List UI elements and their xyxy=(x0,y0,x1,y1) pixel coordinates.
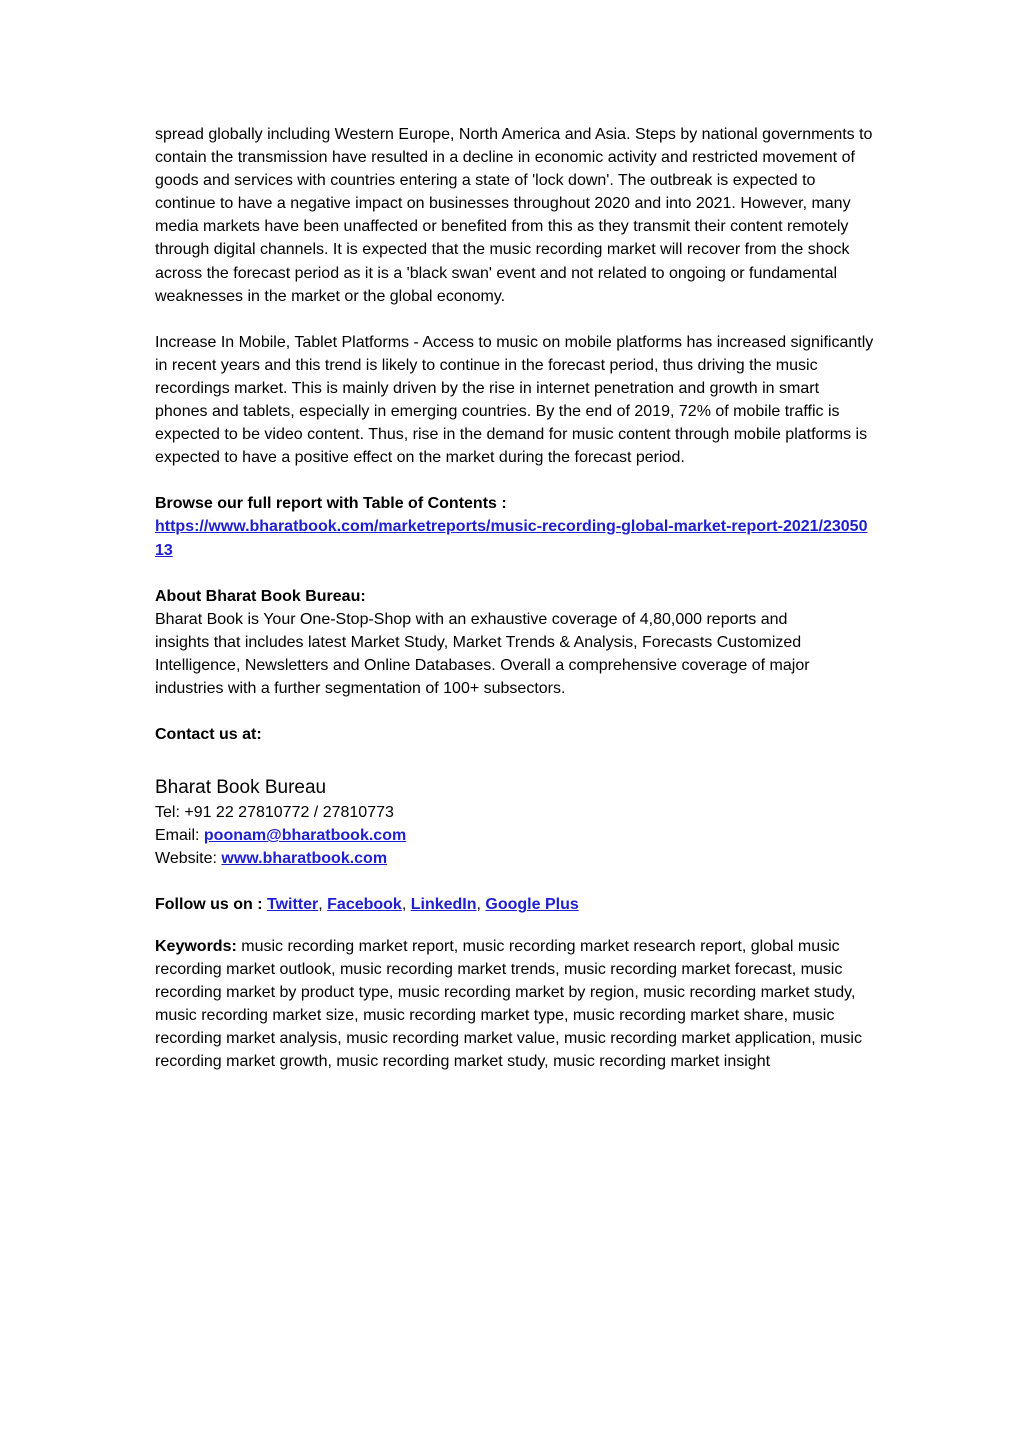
document-page xyxy=(155,123,875,1073)
about-heading: About Bharat Book Bureau: xyxy=(155,587,366,605)
covid-paragraph: spread globally including Western Europe, North America and Asia. Steps by national governments to contain the transmission have resulted in a decline in economic activity and restricted movement of goods and services with countries entering a state of 'lock down'. The outbreak is expected to continue to have a negative impact on businesses throughout 2020 and into 2021. However, many media markets have been unaffected or benefited from this as they transmit their content remotely through digital channels. It is expected that the music recording market will recover from the shock across the forecast period as it is a 'black swan' event and not related to ongoing or fundamental weaknesses in the market or the global economy. xyxy=(155,126,873,305)
separator: , xyxy=(401,896,411,914)
website-link[interactable]: www.bharatbook.com xyxy=(221,850,388,868)
spacer xyxy=(155,870,875,893)
mobile-paragraph: Increase In Mobile, Tablet Platforms - Access to music on mobile platforms has increased significantly in recent years and this trend is likely to continue in the forecast period, thus driving the music recordings market. This is mainly driven by the rise in internet penetration and growth in smart phones and tablets, especially in emerging countries. By the end of 2019, 72% of mobile traffic is expected to be video content. Thus, rise in the demand for music content through mobile platforms is expected to have a positive effect on the market during the forecast period. xyxy=(155,333,874,467)
email-link[interactable]: poonam@bharatbook.com xyxy=(203,827,407,845)
report-link[interactable]: https://www.bharatbook.com/marketreports/music-recording-global-market-report-2021/2305013 xyxy=(155,518,868,559)
email-label: Email: xyxy=(155,827,204,845)
separator: , xyxy=(318,896,328,914)
spacer xyxy=(155,746,875,769)
follow-line xyxy=(155,893,875,916)
google-plus-link[interactable]: Google Plus xyxy=(485,896,579,914)
spacer xyxy=(155,308,875,331)
contact-email-line xyxy=(155,824,875,847)
about-text: Bharat Book is Your One-Stop-Shop with an exhaustive coverage of 4,80,000 reports and insights that includes latest Market Study, Market Trends & Analysis, Forecasts Customized Intelligence, Newsletters and Online Databases. Overall a comprehensive coverage of major industries with a further segmentation of 100+ subsectors. xyxy=(155,610,810,697)
spacer xyxy=(155,562,875,585)
follow-label: Follow us on : xyxy=(155,896,267,914)
linkedin-link[interactable]: LinkedIn xyxy=(410,896,477,914)
contact-website-line xyxy=(155,847,875,870)
report-heading: Browse our full report with Table of Contents : xyxy=(155,495,507,513)
contact-tel: Tel: +91 22 27810772 / 27810773 xyxy=(155,804,394,822)
twitter-link[interactable]: Twitter xyxy=(266,896,319,914)
company-name: Bharat Book Bureau xyxy=(155,777,327,799)
separator: , xyxy=(476,896,486,914)
contact-heading: Contact us at: xyxy=(155,726,262,744)
facebook-link[interactable]: Facebook xyxy=(327,896,402,914)
keywords-paragraph xyxy=(155,935,875,1074)
website-label: Website: xyxy=(155,850,222,868)
spacer xyxy=(155,469,875,492)
keywords-text: music recording market report, music recording market research report, global music recording market outlook, music recording market trends, music recording market forecast, music recording market by product type, music recording market by region, music recording market study, music recording market size, music recording market type, music recording market share, music recording market analysis, music recording market value, music recording market application, music recording market growth, music recording market study, music recording market insight xyxy=(155,937,862,1070)
spacer xyxy=(155,917,875,935)
keywords-label: Keywords: xyxy=(155,937,237,955)
spacer xyxy=(155,700,875,723)
